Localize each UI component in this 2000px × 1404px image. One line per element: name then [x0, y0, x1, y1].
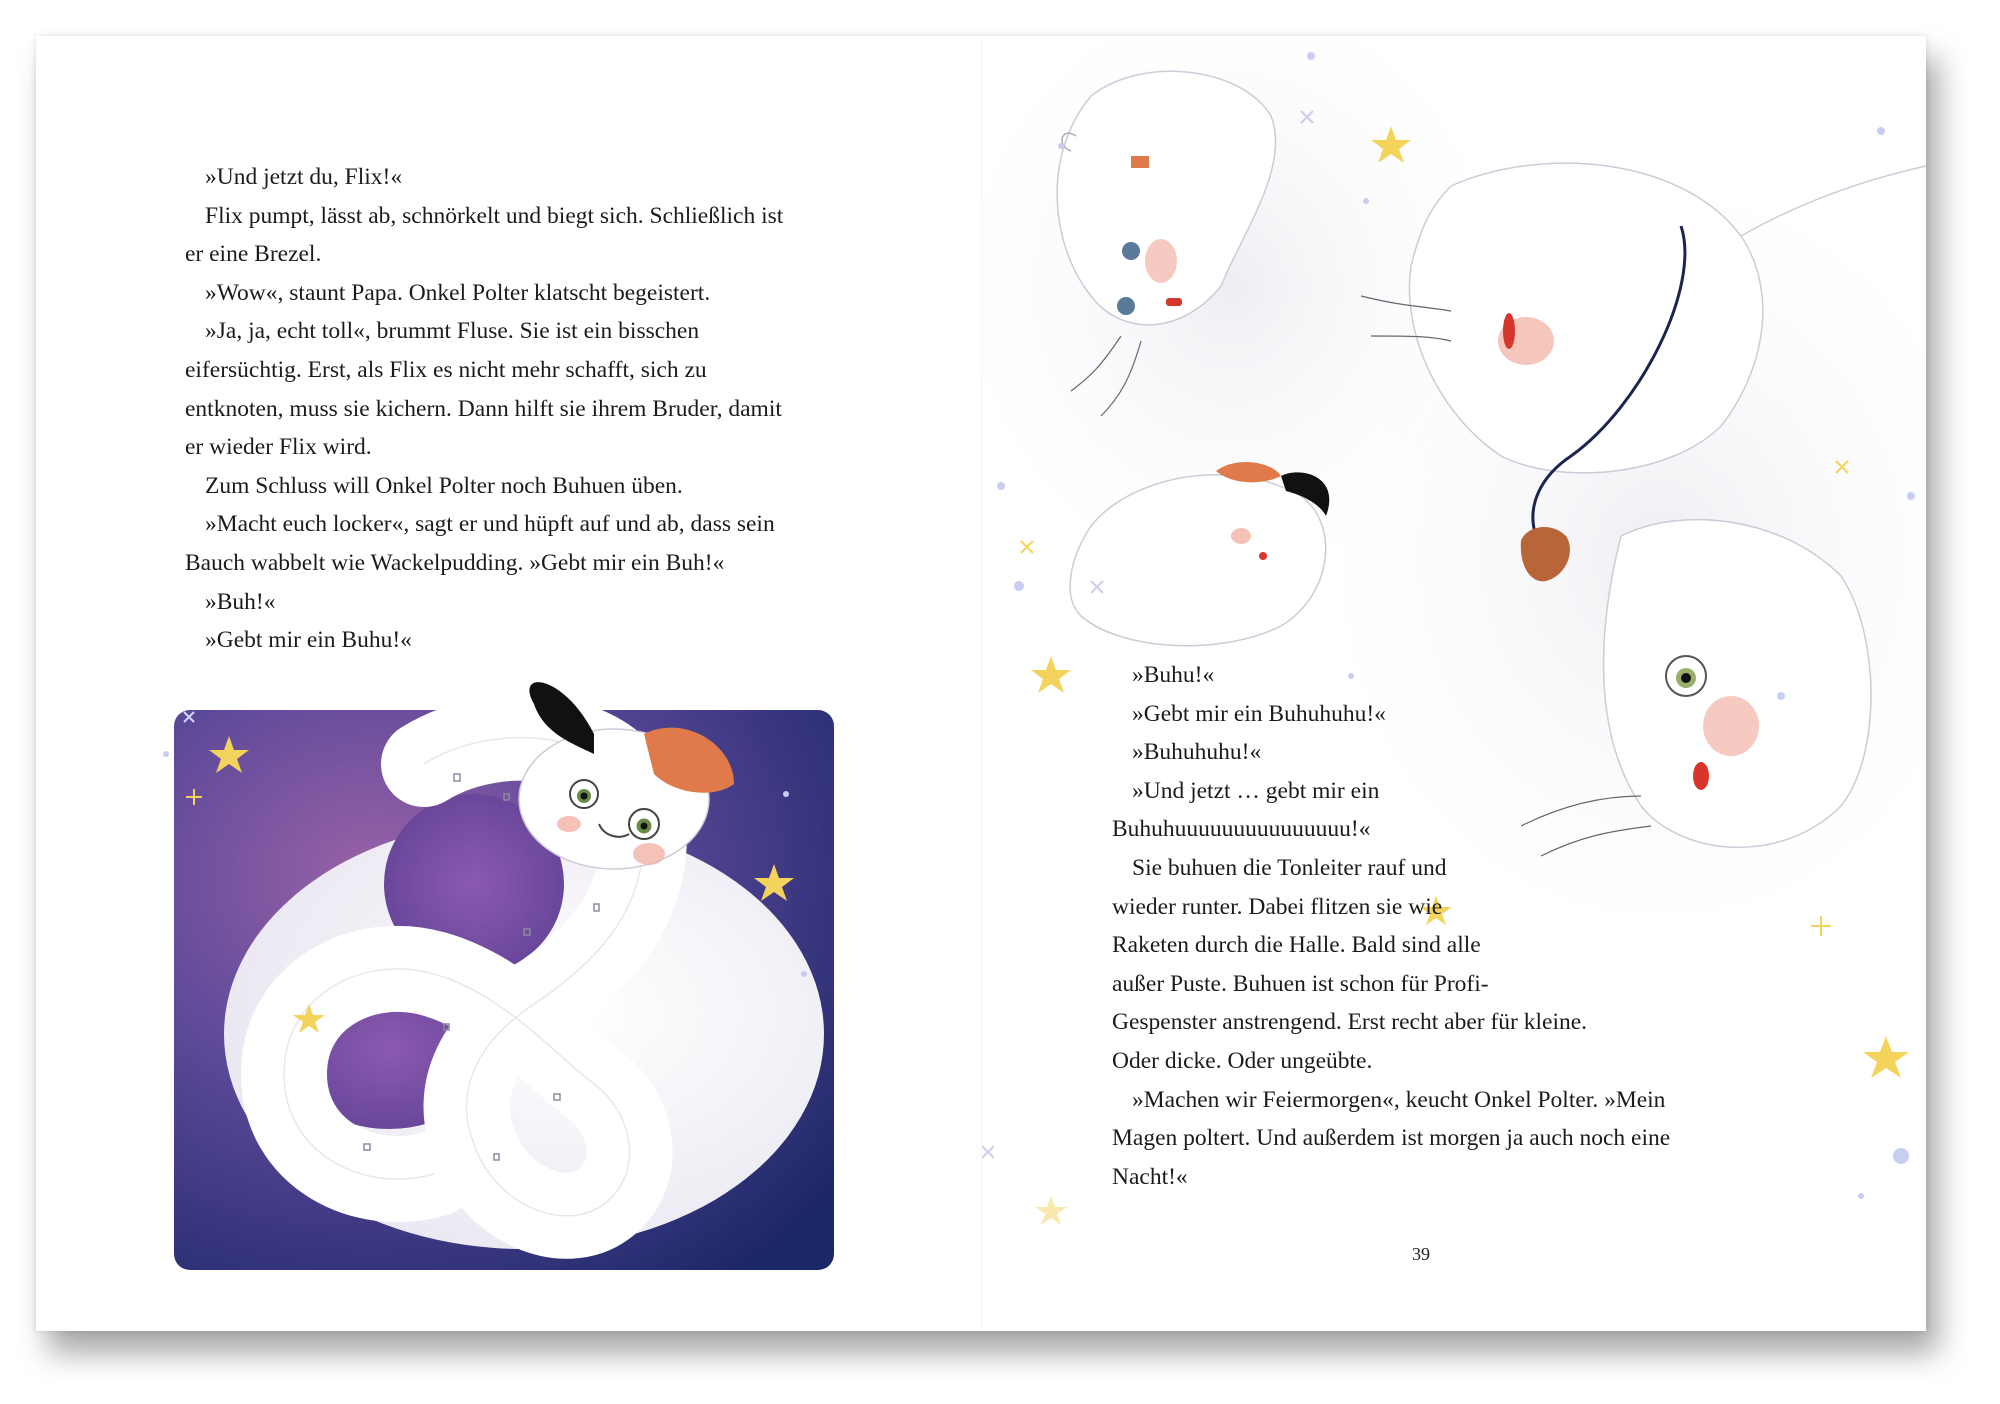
text-line: Nacht!« — [1112, 1163, 1188, 1190]
text-line: »Und jetzt … gebt mir ein — [1132, 777, 1380, 804]
text-line: Bauch wabbelt wie Wackelpudding. »Gebt mir ein Buh!« — [185, 549, 725, 576]
cheek — [1231, 528, 1251, 544]
paragraph — [185, 158, 885, 197]
text-line: »Buhuhuhu!« — [1132, 739, 1262, 766]
paragraph — [1112, 849, 1792, 1081]
text-line: »Ja, ja, echt toll«, brummt Fluse. Sie ist ein bisschen — [205, 318, 700, 345]
paragraph — [1112, 733, 1792, 772]
mouth — [1166, 298, 1182, 306]
text-line: er wieder Flix wird. — [185, 434, 372, 461]
eye — [1122, 242, 1140, 260]
paragraph — [185, 505, 885, 582]
text-line: Gespenster anstrengend. Erst recht aber für kleine. — [1112, 1009, 1588, 1036]
text-line: Sie buhuen die Tonleiter rauf und — [1132, 854, 1447, 881]
paragraph — [1112, 695, 1792, 734]
star-icon — [1035, 1196, 1067, 1225]
text-line: »Und jetzt du, Flix!« — [205, 164, 403, 190]
paragraph — [1112, 656, 1792, 695]
text-line: er eine Brezel. — [185, 241, 322, 268]
paragraph — [185, 312, 885, 466]
text-line: entknoten, muss sie kichern. Dann hilft sie ihrem Bruder, damit — [185, 395, 782, 422]
cheek-left — [557, 816, 581, 832]
paragraph — [1112, 772, 1792, 849]
text-line: wieder runter. Dabei flitzen sie wie — [1112, 893, 1443, 920]
book-spread — [36, 36, 1926, 1331]
text-line: außer Puste. Buhuen ist schon für Profi- — [1112, 970, 1489, 997]
paragraph — [1112, 1081, 1792, 1197]
paragraph — [185, 467, 885, 506]
text-line: Magen poltert. Und außerdem ist morgen ja auch noch eine — [1112, 1125, 1671, 1152]
ribbon — [1131, 156, 1149, 168]
text-line: »Buhu!« — [1132, 662, 1215, 688]
left-page — [36, 36, 981, 1331]
page-number: 39 — [1412, 1244, 1430, 1264]
right-page-text — [1112, 656, 1792, 1196]
text-line: Zum Schluss will Onkel Polter noch Buhuen üben. — [205, 472, 683, 499]
text-line: »Gebt mir ein Buhuhuhu!« — [1132, 700, 1386, 727]
text-line: »Gebt mir ein Buhu!« — [205, 627, 412, 654]
left-page-text — [185, 158, 885, 660]
text-line: Raketen durch die Halle. Bald sind alle — [1112, 932, 1481, 959]
mouth — [1503, 313, 1515, 349]
pretzel-ghost-illustration — [174, 674, 834, 1270]
paragraph — [185, 621, 885, 660]
right-page — [981, 36, 1926, 1331]
text-line: »Macht euch locker«, sagt er und hüpft auf und ab, dass sein — [205, 511, 775, 538]
text-line: »Machen wir Feiermorgen«, keucht Onkel Polter. »Mein — [1132, 1086, 1666, 1113]
text-line: »Wow«, staunt Papa. Onkel Polter klatscht begeistert. — [205, 279, 711, 306]
paragraph — [185, 274, 885, 313]
paragraph — [185, 583, 885, 622]
text-line: Oder dicke. Oder ungeübte. — [1112, 1047, 1373, 1074]
star-icon — [1863, 1036, 1909, 1078]
text-line: Flix pumpt, lässt ab, schnörkelt und biegt sich. Schließlich ist — [205, 202, 784, 229]
star-icon — [1031, 656, 1071, 693]
cheek — [1145, 239, 1177, 283]
paragraph — [185, 197, 885, 274]
eye — [1117, 297, 1135, 315]
text-line: eifersüchtig. Erst, als Flix es nicht mehr schafft, sich zu — [185, 356, 707, 383]
cheek-right — [633, 843, 665, 865]
text-line: Buhuhuuuuuuuuuuuuuuu!« — [1112, 816, 1371, 843]
text-line: »Buh!« — [205, 588, 276, 615]
